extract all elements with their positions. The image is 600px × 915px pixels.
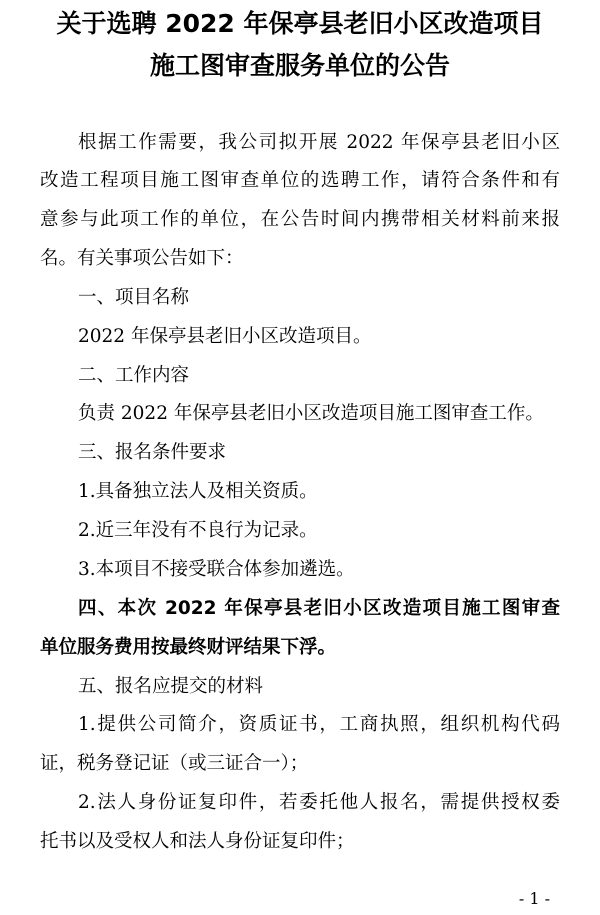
intro-paragraph-line: 根据工作需要，我公司拟开展 2022 年保亭县老旧小区 bbox=[78, 132, 560, 153]
service-fee-statement-line: 单位服务费用按最终财评结果下浮。 bbox=[40, 637, 337, 658]
section-heading-requirements: 三、报名条件要求 bbox=[78, 442, 227, 463]
intro-paragraph-line: 名。有关事项公告如下： bbox=[40, 248, 244, 269]
intro-paragraph-line: 意参与此项工作的单位，在公告时间内携带相关材料前来报 bbox=[40, 209, 560, 230]
material-item-line: 2.法人身份证复印件，若委托他人报名，需提供授权委 bbox=[78, 792, 560, 813]
material-item-line: 证，税务登记证（或三证合一）； bbox=[40, 753, 309, 774]
intro-paragraph-line: 改造工程项目施工图审查单位的选聘工作，请符合条件和有 bbox=[40, 170, 560, 191]
section-heading-work-content: 二、工作内容 bbox=[78, 365, 190, 386]
requirement-item: 1.具备独立法人及相关资质。 bbox=[78, 481, 318, 502]
section-heading-materials: 五、报名应提交的材料 bbox=[78, 676, 264, 697]
section-heading-project-name: 一、项目名称 bbox=[78, 287, 190, 308]
document-title-line-2: 施工图审查服务单位的公告 bbox=[149, 51, 450, 80]
service-fee-statement-line: 四、本次 2022 年保亭县老旧小区改造项目施工图审查 bbox=[78, 598, 560, 619]
requirement-item: 3.本项目不接受联合体参加遴选。 bbox=[78, 559, 355, 580]
requirement-item: 2.近三年没有不良行为记录。 bbox=[78, 520, 318, 541]
page-number: - 1 - bbox=[518, 889, 550, 908]
document-title-line-1: 关于选聘 2022 年保亭县老旧小区改造项目 bbox=[56, 9, 544, 38]
material-item-line: 1.提供公司简介，资质证书，工商执照，组织机构代码 bbox=[78, 714, 560, 735]
project-name-text: 2022 年保亭县老旧小区改造项目。 bbox=[78, 326, 372, 347]
material-item-line: 托书以及受权人和法人身份证复印件； bbox=[40, 831, 355, 852]
work-content-text: 负责 2022 年保亭县老旧小区改造项目施工图审查工作。 bbox=[78, 403, 544, 424]
